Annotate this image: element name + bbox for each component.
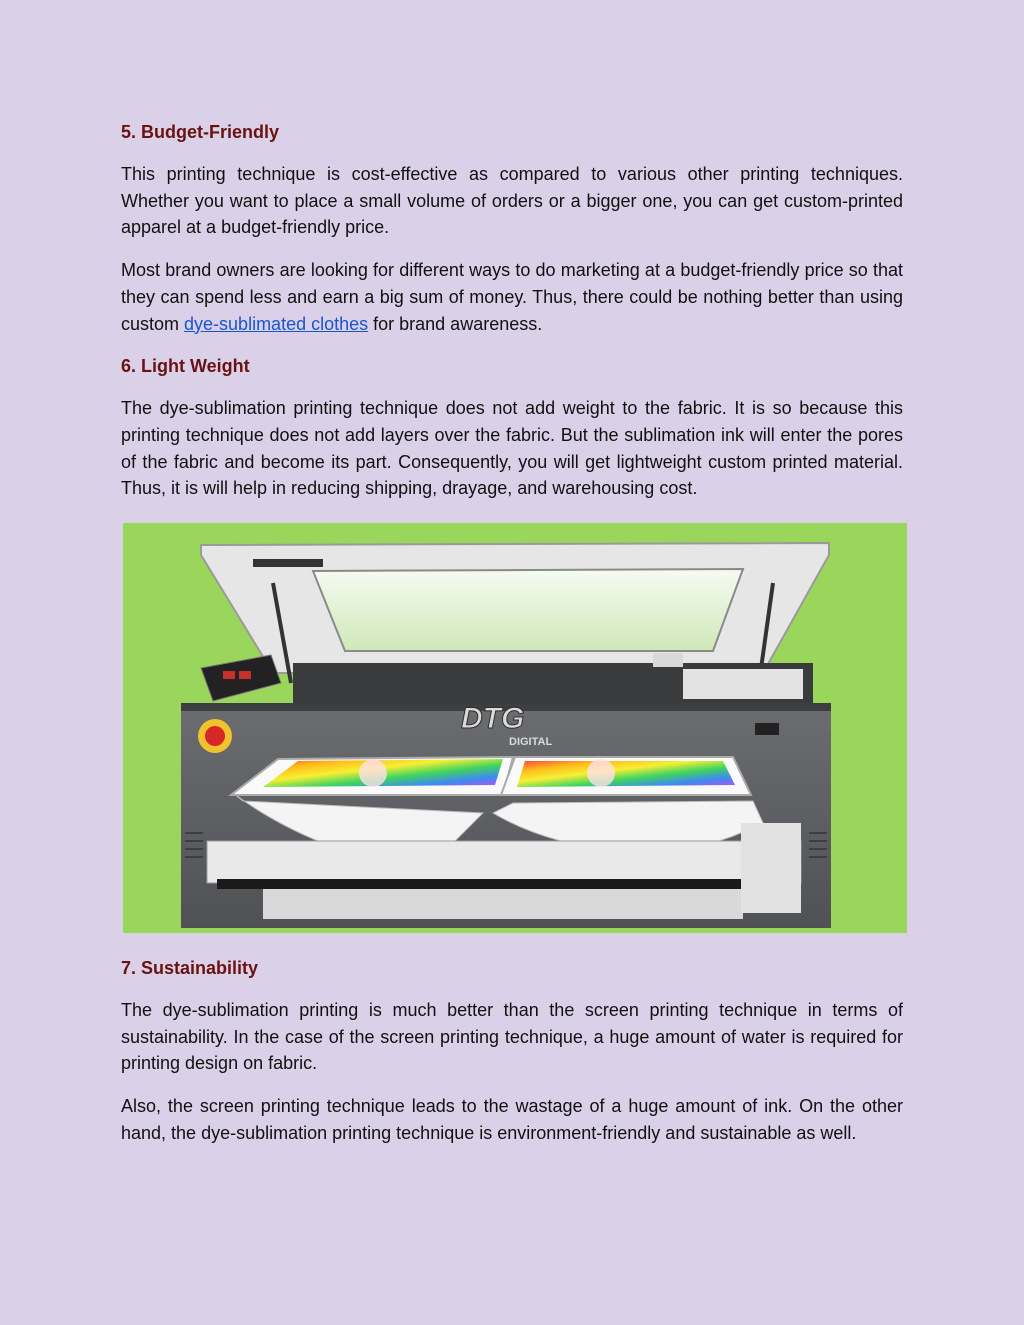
dtg-logo-text: DTG (461, 702, 525, 736)
paragraph-budget-2-text-a: Most brand owners are looking for different ways to do marketing at a budget-friendly price so that they can spend less and earn a big sum of money. Thus, there could be nothing better than using custom (121, 260, 903, 334)
dye-sublimated-clothes-link[interactable]: dye-sublimated clothes (184, 313, 369, 334)
paragraph-sustainability-1: The dye-sublimation printing is much better than the screen printing technique in terms of sustainability. In the case of the screen printing technique, a huge amount of water is required for printing design on fabric. (121, 1000, 903, 1074)
paragraph-budget-2 (121, 257, 903, 337)
paragraph-budget-1: This printing technique is cost-effective as compared to various other printing techniques. Whether you want to place a small volume of orders or a bigger one, you can get custom-printed apparel at a budget-friendly price. (121, 164, 903, 238)
dtg-printer-photo (123, 523, 907, 933)
heading-sustainability: 7. Sustainability (121, 958, 259, 979)
dtg-logo-subtext: DIGITAL (509, 736, 553, 749)
document-content (121, 118, 903, 1147)
paragraph-light-weight: The dye-sublimation printing technique does not add weight to the fabric. It is so because this printing technique does not add layers over the fabric. But the sublimation ink will enter the pores of the fabric and become its part. Consequently, you will get lightweight custom printed material. Thus, it is will help in reducing shipping, drayage, and warehousing cost. (121, 398, 903, 499)
paragraph-sustainability-2: Also, the screen printing technique leads to the wastage of a huge amount of ink. On the other hand, the dye-sublimation printing technique is environment-friendly and sustainable as well. (121, 1096, 903, 1143)
heading-light-weight: 6. Light Weight (121, 356, 250, 377)
paragraph-budget-2-text-b: for brand awareness. (368, 313, 543, 334)
heading-budget-friendly: 5. Budget-Friendly (121, 122, 280, 142)
lid-window (313, 569, 743, 651)
